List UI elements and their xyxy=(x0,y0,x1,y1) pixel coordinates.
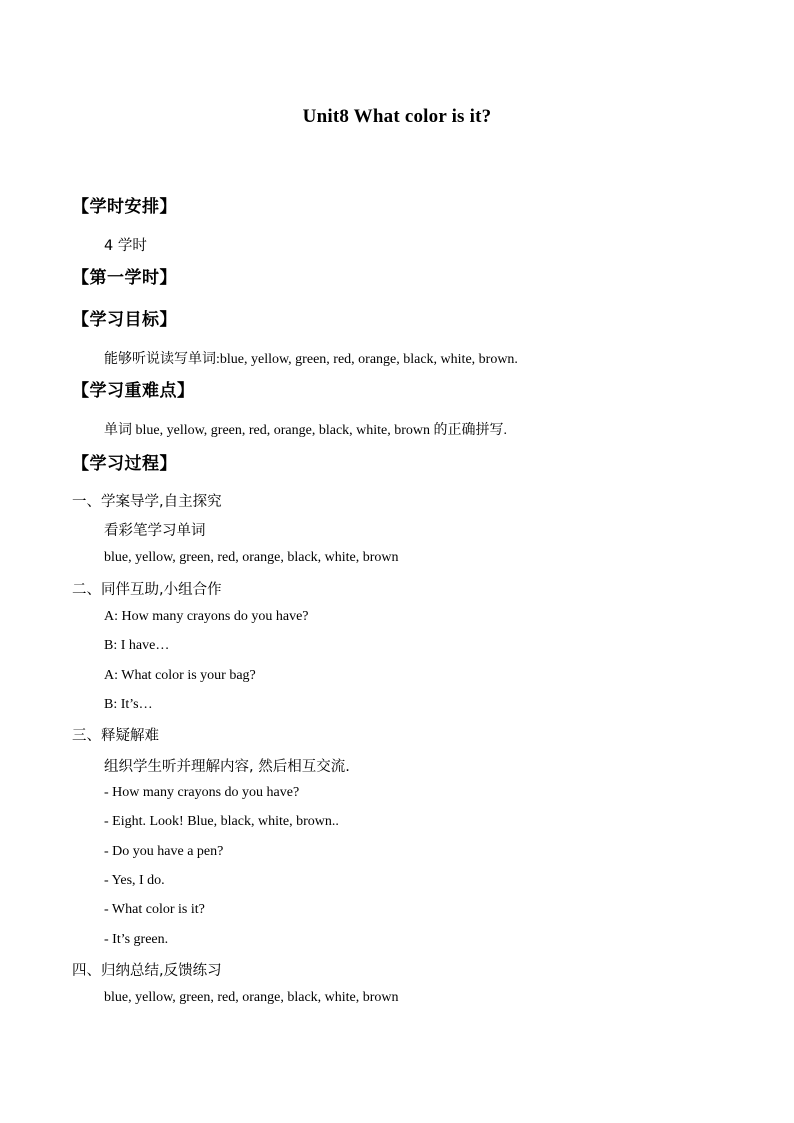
dialogue-line: - Eight. Look! Blue, black, white, brown.. xyxy=(104,814,339,829)
step3-intro: 组织学生听并理解内容, 然后相互交流. xyxy=(104,759,350,775)
dialogue-line: B: It’s… xyxy=(104,697,153,712)
dialogue-line: - What color is it? xyxy=(104,902,205,917)
dialogue-line: - Do you have a pen? xyxy=(104,844,224,859)
key-points-text: 单词 blue, yellow, green, red, orange, black, white, brown 的正确拼写. xyxy=(104,423,508,438)
step1-title: 一、学案导学,自主探究 xyxy=(72,494,222,510)
process-heading: 【学习过程】 xyxy=(72,454,177,474)
step1-line2: blue, yellow, green, red, orange, black, white, brown xyxy=(104,550,399,565)
goals-heading: 【学习目标】 xyxy=(72,310,177,330)
key-points-heading: 【学习重难点】 xyxy=(72,381,195,401)
goals-text: 能够听说读写单词:blue, yellow, green, red, orange, black, white, brown. xyxy=(104,352,518,367)
step2-title: 二、同伴互助,小组合作 xyxy=(72,582,222,598)
dialogue-line: - Yes, I do. xyxy=(104,873,165,888)
step3-title: 三、释疑解难 xyxy=(72,728,159,744)
step1-line1: 看彩笔学习单词 xyxy=(104,523,206,539)
schedule-text: 4 学时 xyxy=(104,238,147,254)
document-title: Unit8 What color is it? xyxy=(302,106,492,127)
dialogue-line: B: I have… xyxy=(104,638,170,653)
step4-line1: blue, yellow, green, red, orange, black, white, brown xyxy=(104,990,399,1005)
first-lesson-heading: 【第一学时】 xyxy=(72,268,177,288)
step4-title: 四、归纳总结,反馈练习 xyxy=(72,963,222,979)
dialogue-line: A: How many crayons do you have? xyxy=(104,609,309,624)
schedule-heading: 【学时安排】 xyxy=(72,197,177,217)
dialogue-line: - How many crayons do you have? xyxy=(104,785,300,800)
dialogue-line: - It’s green. xyxy=(104,932,169,947)
dialogue-line: A: What color is your bag? xyxy=(104,668,256,683)
